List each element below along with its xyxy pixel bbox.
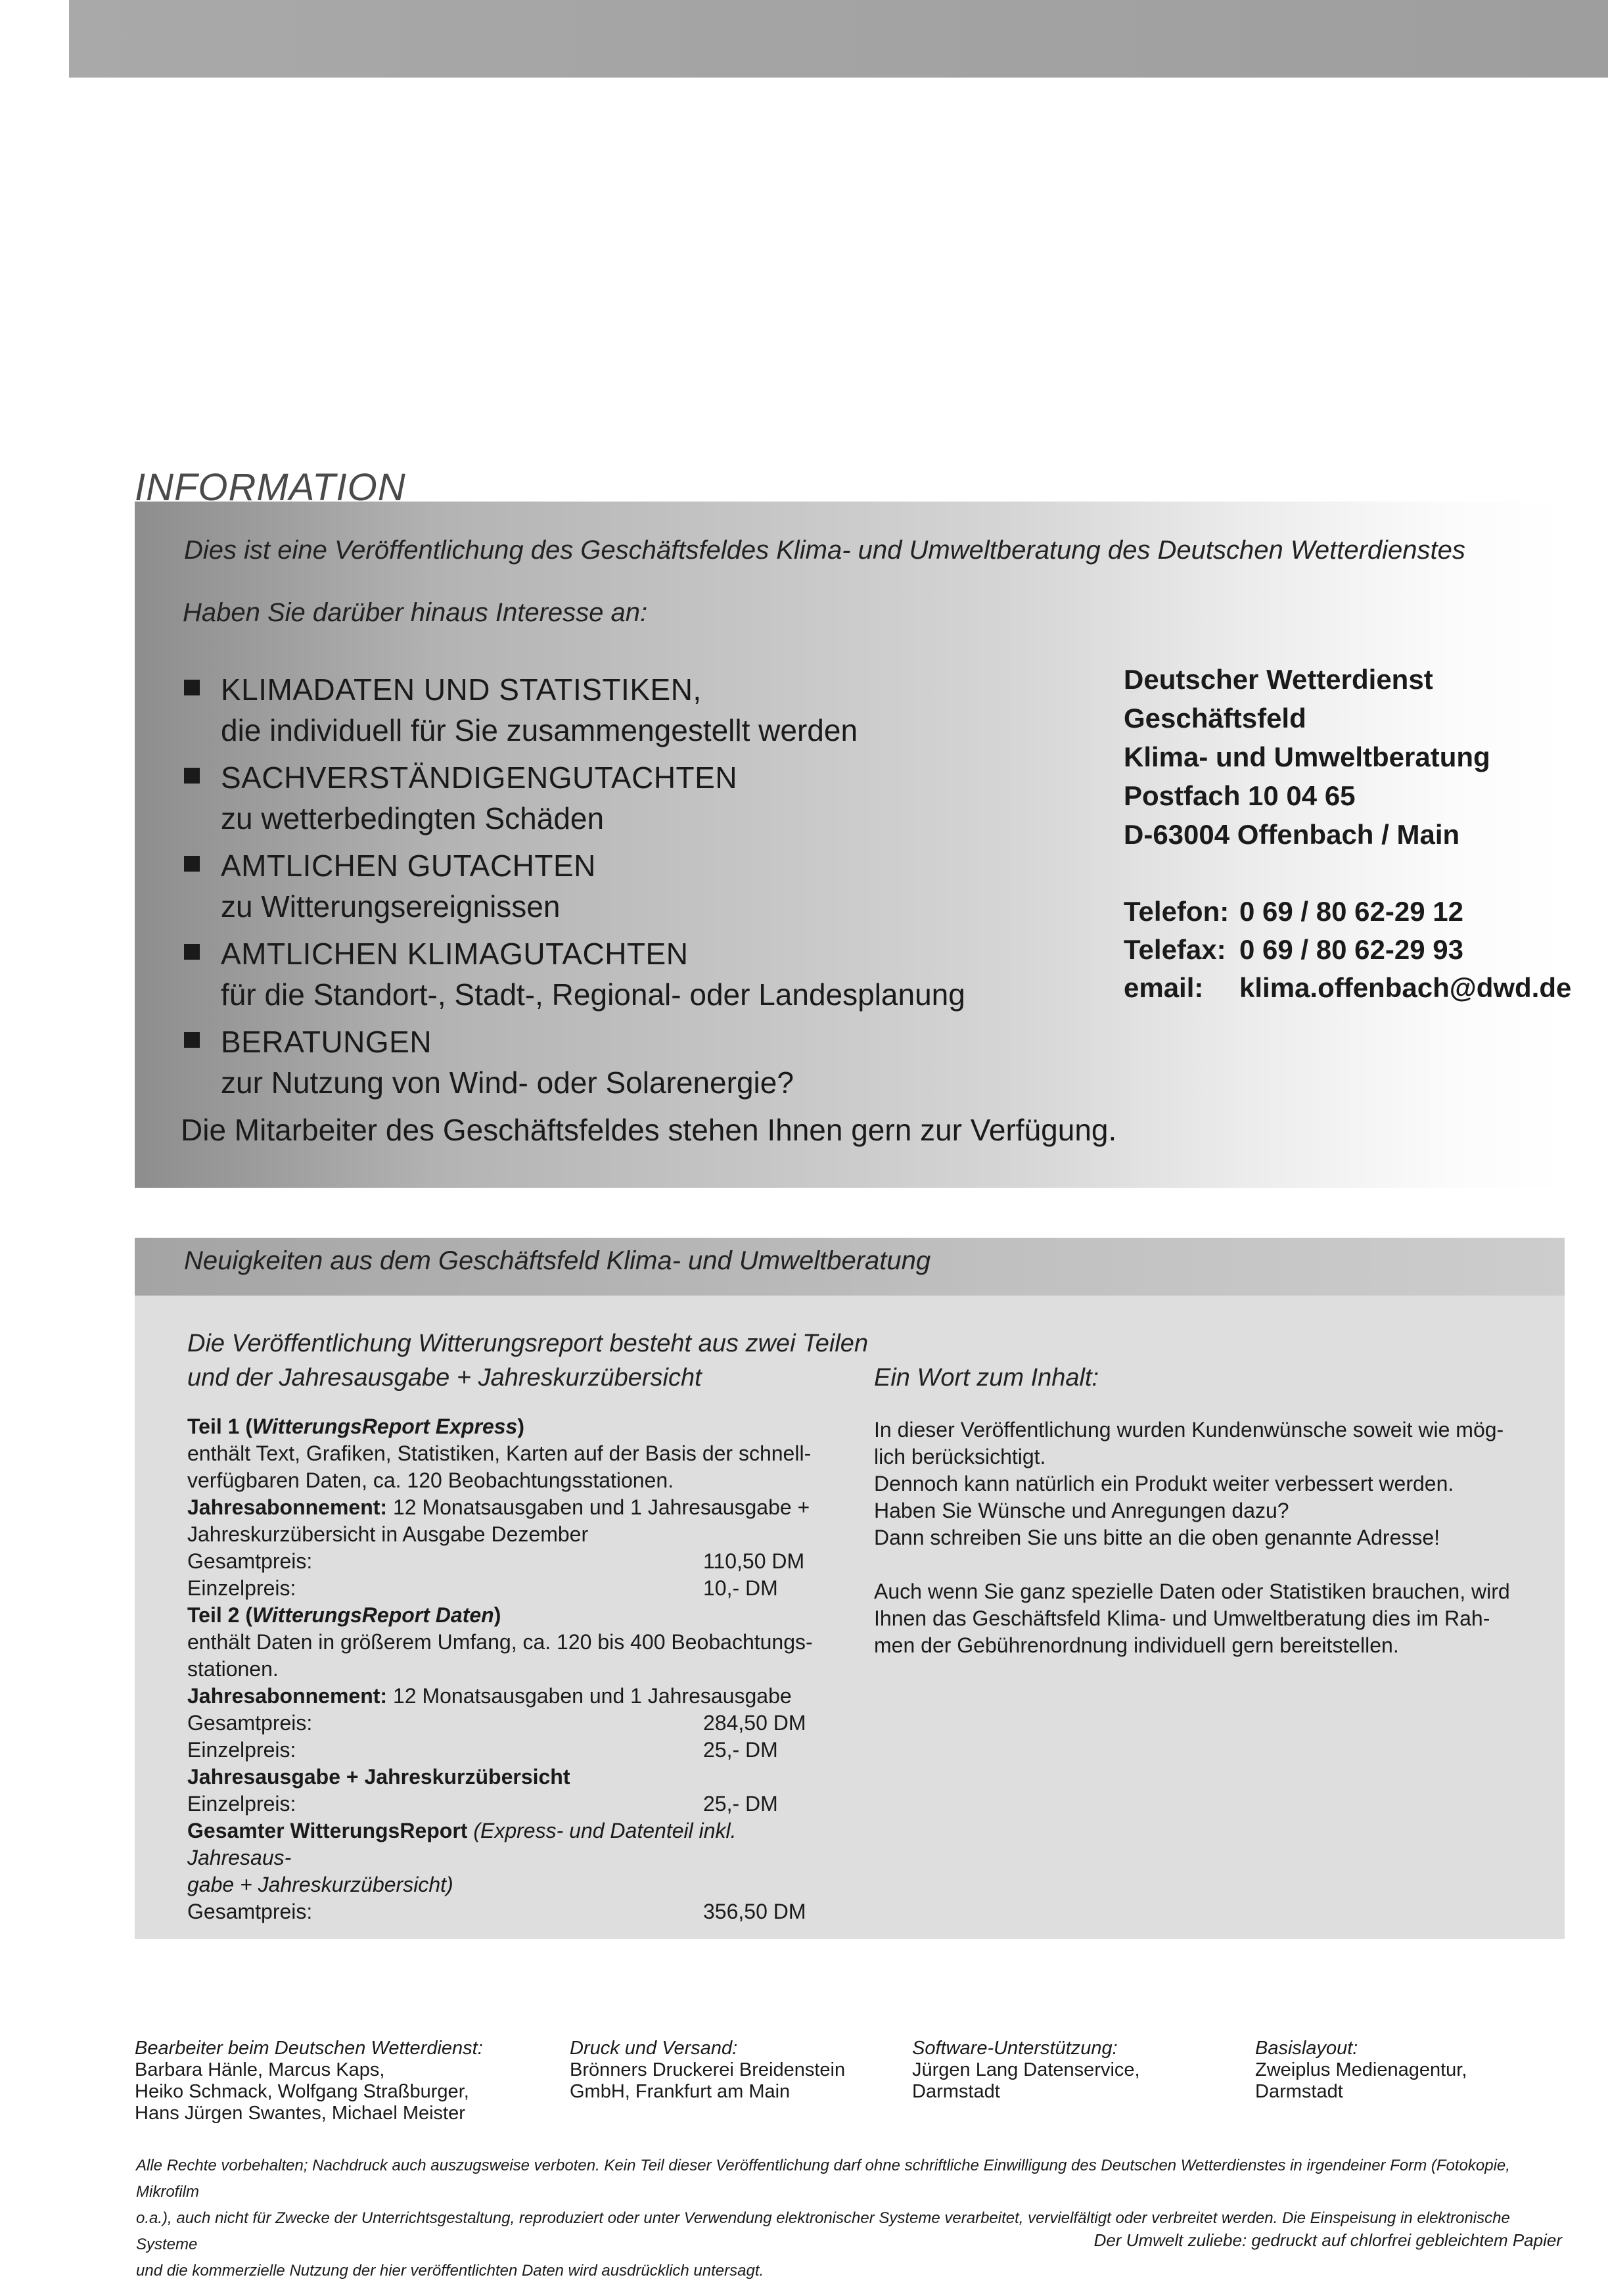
phone-number: 0 69 / 80 62-29 12 (1239, 896, 1463, 927)
email-row: email: klima.offenbach@dwd.de (1124, 972, 1572, 1003)
list-item: AMTLICHEN KLIMAGUTACHTEN für die Standort-, Stadt-, Regional- oder Landesplanung (184, 933, 1137, 1015)
phone-row: Telefon: 0 69 / 80 62-29 12 (1124, 896, 1463, 927)
eco-note: Der Umwelt zuliebe: gedruckt auf chlorfrei gebleichtem Papier (1093, 2230, 1562, 2250)
fax-row: Telefax: 0 69 / 80 62-29 93 (1124, 934, 1463, 965)
information-question: Haben Sie darüber hinaus Interesse an: (183, 598, 648, 627)
interest-list (184, 669, 1137, 1110)
pricing-column: Teil 1 (WitterungsReport Express) enthält Text, Grafiken, Statistiken, Karten auf der Basis der schnell- verfügbaren Daten, ca. 120 Beobachtungsstationen. Jahresabonnement: 12 Monatsausgaben und 1 Jahresausgabe + Jahreskurzübersicht in Ausgabe Dezember Gesamtpreis: 110,50 DM Einzelpreis: 10,- DM Teil 2 (WitterungsReport Daten) enthält Daten in größerem Umfang, ca. 120 bis 400 Beobachtungs- stationen. Jahresabonnement: 12 Monatsausgaben und 1 Jahresausgabe Gesamtpreis: 284,50 DM Einzelpreis: 25,- DM Jahresausgabe + Jahreskurzübersicht Einzelpreis: 25,- DM Gesamter WitterungsReport (Express- und Datenteil inkl. Jahresaus- gabe + Jahreskurzübersicht) Gesamtpreis: 356,50 DM (187, 1413, 815, 1925)
price-row: Einzelpreis: 25,- DM (187, 1738, 778, 1762)
credits-layout: Basislayout: Zweiplus Medienagentur, Darmstadt (1255, 2038, 1467, 2102)
price-row: Einzelpreis: 10,- DM (187, 1576, 778, 1600)
news-title: Neuigkeiten aus dem Geschäftsfeld Klima- und Umweltberatung (184, 1246, 931, 1275)
teil1-heading: Teil 1 (WitterungsReport Express) (187, 1415, 524, 1438)
square-bullet-icon (184, 856, 200, 872)
content-text: In dieser Veröffentlichung wurden Kundenwünsche soweit wie mög- lich berücksichtigt. Dennoch kann natürlich ein Produkt weiter verbessert werden. Haben Sie Wünsche und Anregungen dazu? Dann schreiben Sie uns bitte an die oben genannte Adresse! Auch wenn Sie ganz spezielle Daten oder Statistiken brauchen, wird Ihnen das Geschäftsfeld Klima- und Umweltberatung dies im Rah- men der Gebührenordnung individuell gern bereitstellen. (874, 1418, 1510, 1657)
news-subtitle: Die Veröffentlichung Witterungsreport besteht aus zwei Teilen und der Jahresausgabe + Jahreskurzübersicht (187, 1330, 869, 1392)
information-closing: Die Mitarbeiter des Geschäftsfeldes stehen Ihnen gern zur Verfügung. (181, 1113, 1117, 1147)
credits-software: Software-Unterstützung: Jürgen Lang Datenservice, Darmstadt (912, 2038, 1140, 2102)
email-address: klima.offenbach@dwd.de (1239, 972, 1572, 1003)
list-item: BERATUNGEN zur Nutzung von Wind- oder Solarenergie? (184, 1021, 1137, 1103)
contact-address: Deutscher Wetterdienst Geschäftsfeld Klima- und Umweltberatung Postfach 10 04 65 D-63004 Offenbach / Main (1124, 664, 1490, 850)
list-item: AMTLICHEN GUTACHTEN zu Witterungsereignissen (184, 845, 1137, 927)
square-bullet-icon (184, 944, 200, 960)
price-row: Gesamtpreis: 356,50 DM (187, 1900, 806, 1923)
contact-numbers (1124, 893, 1571, 1007)
teil2-heading: Teil 2 (WitterungsReport Daten) (187, 1603, 501, 1627)
price-row: Gesamtpreis: 284,50 DM (187, 1711, 806, 1735)
fax-number: 0 69 / 80 62-29 93 (1239, 934, 1463, 965)
credits-print: Druck und Versand: Brönners Druckerei Breidenstein GmbH, Frankfurt am Main (570, 2038, 846, 2102)
content-heading: Ein Wort zum Inhalt: (874, 1364, 1099, 1392)
list-item: SACHVERSTÄNDIGENGUTACHTEN zu wetterbedingten Schäden (184, 757, 1137, 839)
price-row: Einzelpreis: 25,- DM (187, 1792, 778, 1816)
square-bullet-icon (184, 680, 200, 695)
list-item: KLIMADATEN UND STATISTIKEN, die individuell für Sie zusammengestellt werden (184, 669, 1137, 751)
square-bullet-icon (184, 768, 200, 784)
square-bullet-icon (184, 1032, 200, 1048)
information-heading: INFORMATION (135, 466, 406, 509)
legal-notice: Alle Rechte vorbehalten; Nachdruck auch auszugsweise verboten. Kein Teil dieser Veröffentlichung darf ohne schriftliche Einwilligung des Deutschen Wetterdienstes in irgendeiner Form (Fotokopie, Mikrofilm o.a.), auch nicht für Zwecke der Unterrichtsgestaltung, reproduziert oder unter Verwendung elektronischer Systeme verarbeitet, vervielfältigt oder verbreitet werden. Die Einspeisung in elektronische Systeme und die kommerzielle Nutzung der hier veröffentlichten Daten wird ausdrücklich untersagt. (136, 2157, 1510, 2280)
credits-editors: Bearbeiter beim Deutschen Wetterdienst: Barbara Hänle, Marcus Kaps, Heiko Schmack, Wolfgang Straßburger, Hans Jürgen Swantes, Michael Meister (135, 2038, 483, 2124)
information-intro: Dies ist eine Veröffentlichung des Geschäftsfeldes Klima- und Umweltberatung des Deutschen Wetterdienstes (184, 536, 1465, 565)
top-gray-band (69, 0, 1608, 78)
price-row: Gesamtpreis: 110,50 DM (187, 1549, 805, 1573)
